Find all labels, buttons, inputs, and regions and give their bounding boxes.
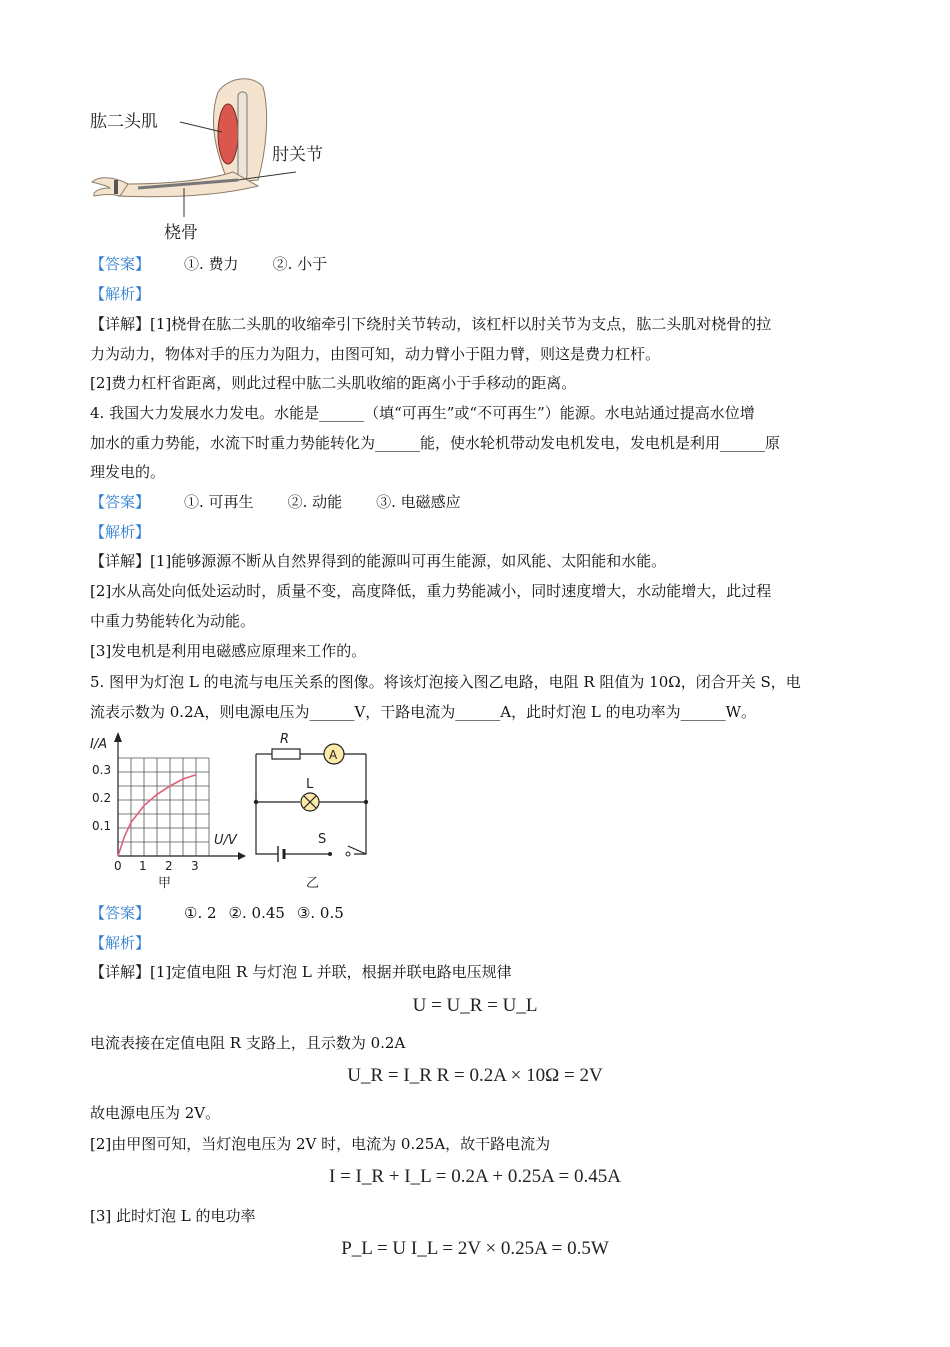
circuit-yi — [250, 730, 375, 892]
graph-caption: 甲 — [158, 876, 172, 891]
q4-detail-2a: [2]水从高处向低处运动时，质量不变，高度降低，重力势能减小，同时速度增大，水动能增大，此过程 — [90, 582, 772, 600]
lamp-label: L — [306, 777, 314, 792]
q3-detail-2: [2]费力杠杆省距离，则此过程中肱二头肌收缩的距离小于手移动的距离。 — [90, 374, 577, 392]
q5-detail-1: 【详解】[1]定值电阻 R 与灯泡 L 并联，根据并联电路电压规律 — [90, 963, 512, 981]
q5-text-5: [3] 此时灯泡 L 的电功率 — [90, 1207, 256, 1225]
y-axis-label: I/A — [90, 737, 108, 752]
q4-analysis-line — [90, 522, 860, 542]
x-tick-1: 1 — [139, 859, 147, 873]
y-tick-0.3: 0.3 — [92, 763, 112, 777]
x-axis-arrow — [238, 852, 246, 860]
formula-4: P_L = U I_L = 2V × 0.25A = 0.5W — [341, 1238, 609, 1259]
label-radius: 桡骨 — [164, 223, 198, 243]
x-tick-2: 2 — [165, 859, 173, 873]
q5-answer-1: ①. 2 — [184, 904, 217, 922]
q4-stem-2: 加水的重力势能，水流下时重力势能转化为______能，使水轮机带动发电机发电，发电机是利用______原 — [90, 434, 781, 452]
answer-tag: 【答案】 — [90, 904, 151, 922]
q5-text-4: [2]由甲图可知，当灯泡电压为 2V 时，电流为 0.25A，故干路电流为 — [90, 1135, 551, 1153]
q4-answer-3: ③. 电磁感应 — [376, 493, 461, 511]
formula-1: U = U_R = U_L — [412, 995, 538, 1016]
analysis-tag: 【解析】 — [90, 934, 151, 952]
circuit-caption: 乙 — [306, 876, 320, 891]
q4-detail-1: 【详解】[1]能够源源不断从自然界得到的能源叫可再生能源，如风能、太阳能和水能。 — [90, 552, 667, 570]
q5-stem-1: 5. 图甲为灯泡 L 的电流与电压关系的图像。将该灯泡接入图乙电路，电阻 R 阻值为 10Ω，闭合开关 S，电 — [90, 673, 801, 691]
q5-text-3: 故电源电压为 2V。 — [90, 1104, 221, 1122]
graph-jia — [86, 730, 246, 892]
q5-answer-2: ②. 0.45 — [228, 904, 285, 922]
q3-answer-2: ②. 小于 — [272, 255, 328, 273]
answer-tag: 【答案】 — [90, 493, 151, 511]
switch-blade — [348, 846, 366, 854]
formula-3: I = I_R + I_L = 0.2A + 0.25A = 0.45A — [329, 1166, 621, 1187]
q4-answer-2: ②. 动能 — [287, 493, 343, 511]
analysis-tag: 【解析】 — [90, 523, 151, 541]
q3-answer-1: ①. 费力 — [184, 255, 239, 273]
q4-answer-line — [90, 492, 860, 512]
x-axis-label: U/V — [214, 833, 237, 848]
q3-detail-1b: 力为动力，物体对手的压力为阻力，由图可知，动力臂小于阻力臂，则这是费力杠杆。 — [90, 345, 661, 363]
q5-answer-3: ③. 0.5 — [296, 904, 344, 922]
x-tick-3: 3 — [191, 859, 199, 873]
q4-stem-1: 4. 我国大力发展水力发电。水能是______（填“可再生”或“不可再生”）能源。水电站通过提高水位增 — [90, 404, 755, 422]
y-tick-0.1: 0.1 — [92, 819, 112, 833]
q5-text-2: 电流表接在定值电阻 R 支路上，且示数为 0.2A — [90, 1034, 406, 1052]
switch-terminal — [346, 852, 350, 856]
q4-answer-1: ①. 可再生 — [184, 493, 254, 511]
q3-analysis-line — [90, 284, 860, 304]
q4-detail-2b: 中重力势能转化为动能。 — [90, 612, 256, 630]
q3-answer-line — [90, 254, 860, 274]
y-tick-0.2: 0.2 — [92, 791, 112, 805]
resistor-label: R — [280, 732, 290, 747]
label-elbow: 肘关节 — [272, 145, 323, 165]
junction-node — [364, 800, 368, 804]
x-tick-0: 0 — [114, 859, 122, 873]
formula-2: U_R = I_R R = 0.2A × 10Ω = 2V — [347, 1065, 603, 1086]
q3-detail-1a: 【详解】[1]桡骨在肱二头肌的收缩牵引下绕肘关节转动，该杠杆以肘关节为支点，肱二头肌对桡骨的拉 — [90, 315, 772, 333]
q5-answer-line — [90, 903, 860, 923]
q5-analysis-line — [90, 933, 860, 953]
switch-label: S — [318, 832, 327, 847]
resistor — [272, 749, 300, 759]
switch-terminal — [328, 852, 332, 856]
label-biceps: 肱二头肌 — [90, 112, 158, 132]
answer-tag: 【答案】 — [90, 255, 151, 273]
q4-detail-3: [3]发电机是利用电磁感应原理来工作的。 — [90, 642, 367, 660]
analysis-tag: 【解析】 — [90, 285, 151, 303]
y-axis-arrow — [114, 732, 122, 742]
ammeter-label: A — [329, 748, 338, 762]
arm-lever-figure — [88, 72, 348, 247]
q5-stem-2: 流表示数为 0.2A，则电源电压为______V，干路电流为______A，此时灯泡 L 的电功率为______W。 — [90, 703, 757, 721]
junction-node — [254, 800, 258, 804]
q4-stem-3: 理发电的。 — [90, 463, 166, 481]
